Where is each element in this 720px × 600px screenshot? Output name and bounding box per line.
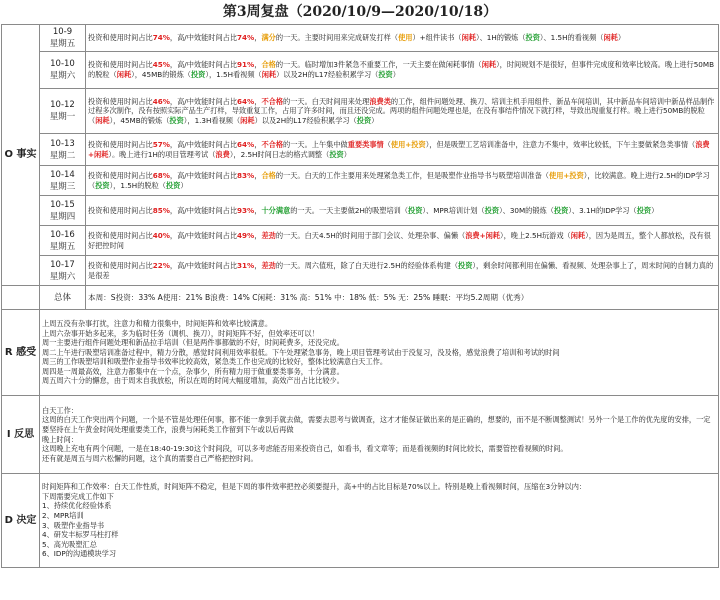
text-line: 晚上时间： — [42, 434, 78, 444]
fact-segment: 31% — [237, 260, 255, 270]
text-line: 上周五没有杂事打扰，注意力和精力很集中，时间矩阵和效率比较满意。 — [42, 318, 273, 328]
fact-segment: 不合格 — [261, 96, 284, 106]
fact-segment: 使用+投资 — [390, 139, 426, 149]
fact-segment: ，高/中效能时间占比 — [169, 60, 238, 70]
fact-segment: 投资 — [356, 115, 372, 125]
fact-segment: 投资 — [525, 33, 540, 43]
fact-segment: 使用 — [398, 33, 413, 43]
fact-content — [86, 196, 719, 226]
fact-segment: 差劲 — [261, 230, 276, 240]
fact-segment: 投资和使用时间占比 — [88, 33, 153, 43]
text-line: 下周需要完成工作如下 — [42, 491, 114, 501]
fact-segment: 45% — [152, 60, 170, 70]
fact-segment: ， — [254, 205, 262, 215]
fact-segment: 74% — [237, 33, 255, 43]
fact-segment: 的一天。主要时间用来完成研发打样（ — [275, 33, 399, 43]
fact-segment: ， — [254, 96, 262, 106]
text-line: 5、高光吸塑汇总 — [42, 539, 97, 549]
text-line: 周三的工作吸塑培训和吸塑作业指导书效率比较高效，紧急类工作也完成的比较好，整体比较满意白天工作。 — [42, 357, 388, 367]
fact-segment: 不合格 — [261, 139, 284, 149]
fact-segment: 投资 — [458, 260, 473, 270]
fact-segment: 40% — [152, 230, 170, 240]
fact-segment: ） — [392, 70, 400, 79]
text-line: 周四是一周最高效，注意力都集中在一个点，杂事少，所有精力用于做重要类事务，十分满意。 — [42, 366, 344, 376]
fact-segment: 的一天。一天主要做2H的吸塑培训（ — [290, 205, 409, 215]
text-line: 还有就是周五与周六松懈的问题，这个真的需要自己严格把控时间。 — [42, 453, 258, 463]
summary-text: 本周：S投资：33% A使用：21% B浪费：14% C闲耗：31% 高：51% 中：18% 低：5% 无：25% 睡眠：平均5.2周期（优秀） — [86, 286, 719, 310]
fact-segment: ），比较满意。晚上进行2.5H的IDP学习（ — [88, 170, 710, 190]
fact-segment: 合格 — [261, 170, 276, 180]
text-line: 4、研发丰标罗马柱打样 — [42, 530, 119, 540]
fact-segment: 91% — [237, 60, 255, 70]
text-line: 这周晚上充电有两个问题，一是在18:40-19:30这个时间段，可以多考虑能否用来投资自己，如看书，看文章等；而是看视频的时间比较长，需要管控看视频的时间。 — [42, 444, 568, 454]
fact-segment: 浪费+闲耗 — [465, 230, 500, 240]
fact-segment: ，高/中效能时间占比 — [169, 33, 238, 43]
fact-row — [2, 25, 719, 52]
fact-segment: ），45MB的锻炼（ — [109, 115, 170, 125]
fact-segment: 投资 — [95, 180, 110, 190]
fact-segment: 64% — [237, 139, 255, 149]
text-line: 时间矩阵和工作效率：白天工作性质，时间矩阵不稳定，但是下周的事件效率把控必须要提升，高+中的占比目标是70%以上。特别是晚上看视频时间，压缩在3分钟以内： — [42, 482, 587, 492]
fact-segment: 83% — [237, 170, 255, 180]
fact-segment: 投资 — [484, 205, 500, 215]
fact-segment: ，高/中效能时间占比 — [169, 170, 238, 180]
fact-segment: 投资 — [378, 70, 393, 79]
text-line: 这周的白天工作突出两个问题，一个是不管是处理任何事，都不能一拿到手就去做，需要去思考与做调查，这才才能保证做出来的是正确的，想要的，而不是不断调整测试！另外一个是工作的优先度的安排，一定要坚持在上午黄金时间处理重要类工作，浪费与闲耗类工作留到下午或以后再做 — [42, 415, 711, 434]
d-row — [2, 474, 719, 568]
fact-segment: 闲耗 — [461, 33, 476, 43]
date-cell: 10-15 星期四 — [40, 196, 86, 226]
fact-segment: ），45MB的锻炼（ — [131, 70, 191, 79]
fact-segment: ），时间规划不是很好，但事件完成度和效率比较高。晚上进行50MB的脱粒（ — [88, 60, 715, 79]
fact-segment: ），但是吸塑工艺培训准备中，注意力不集中，效率比较低，下午主要做紧急类事情（ — [425, 139, 696, 149]
fact-segment: ，高/中效能时间占比 — [169, 96, 238, 106]
fact-segment: 投资 — [553, 205, 569, 215]
fact-segment: ） — [371, 115, 379, 125]
fact-segment: 的一天。上午集中做 — [283, 139, 348, 149]
date-cell: 10-12 星期一 — [40, 89, 86, 134]
fact-row — [2, 52, 719, 89]
fact-segment: 浪费类 — [369, 96, 391, 106]
text-line: 周五周六十分的懈怠，由于周末自我放松，所以在周的时间大幅度增加，高效产出占比比较少。 — [42, 376, 344, 386]
section-label-r: R 感受 — [2, 310, 40, 396]
fact-segment: ）以及2H的L17经验积累学习（ — [276, 70, 379, 79]
fact-segment: ， — [254, 60, 262, 70]
fact-segment: ）以及2H的L17经验积累学习（ — [254, 115, 357, 125]
fact-segment: 的一天。周六值班，除了白天进行2.5H的经验体系构建（ — [275, 260, 459, 270]
fact-segment: ），晚上2.5H玩游戏（ — [499, 230, 571, 240]
fact-segment: 闲耗 — [570, 230, 586, 240]
fact-segment: 差劲 — [261, 260, 276, 270]
text-line: 上周六杂事开始多起来，多为临时任务（调机、换刀），时间矩阵不好，但效率还可以！ — [42, 328, 319, 338]
fact-segment: 投资 — [329, 149, 344, 159]
fact-segment: 的一天。白天的工作主要用来处理紧急类工作，但是吸塑作业指导书与吸塑培训准备（ — [275, 170, 549, 180]
section-label-d: D 决定 — [2, 474, 40, 568]
fact-segment: 85% — [152, 205, 170, 215]
fact-row — [2, 196, 719, 226]
fact-row — [2, 89, 719, 134]
fact-segment: ），1.5H看视频（ — [205, 70, 262, 79]
fact-segment: 49% — [237, 230, 255, 240]
fact-segment: 投资和使用时间占比 — [88, 170, 153, 180]
fact-content — [86, 134, 719, 166]
fact-segment: ） — [617, 33, 626, 43]
fact-segment: 57% — [152, 139, 170, 149]
fact-row — [2, 256, 719, 286]
fact-content — [86, 166, 719, 196]
fact-segment: （ — [383, 139, 391, 149]
fact-segment: 93% — [237, 205, 255, 215]
fact-segment: 投资和使用时间占比 — [88, 60, 153, 70]
fact-segment: ， — [254, 33, 262, 43]
fact-content — [86, 226, 719, 256]
fact-segment: ） — [180, 180, 188, 190]
text-line: 周一主要进行组件问题处理和新品拉手培训（但是两件事都做的不好，时间耗费多，还没完成。 — [42, 338, 344, 348]
fact-segment: 投资和使用时间占比 — [88, 260, 153, 270]
text-line: 白天工作： — [42, 405, 78, 415]
fact-segment: 合格 — [261, 60, 276, 70]
fact-segment: 浪费+闲耗 — [88, 139, 710, 159]
fact-segment: ）。晚上进行1H的项目管理考试（ — [108, 149, 216, 159]
fact-content — [86, 52, 719, 89]
r-content — [40, 310, 719, 396]
fact-segment: ， — [254, 260, 262, 270]
fact-segment: 使用+投资 — [549, 170, 584, 180]
fact-content — [86, 89, 719, 134]
text-line: 周二上午进行吸塑培训准备过程中，精力分散，感觉时间利用效率很低。下午处理紧急事务，晚上项目管理考试由于没复习，没及格，感觉浪费了培训和考试的时间 — [42, 347, 560, 357]
fact-segment: ）、3.1H的IDP学习（ — [568, 205, 637, 215]
fact-segment: ，高/中效能时间占比 — [169, 230, 238, 240]
fact-segment: 浪费 — [215, 149, 230, 159]
fact-segment: 闲耗 — [481, 60, 497, 70]
fact-segment: ） — [651, 205, 659, 215]
d-content — [40, 474, 719, 568]
fact-segment: 的一天。白天4.5H的时间用于部门会议、处理杂事、偏懒（ — [275, 230, 466, 240]
text-line: 1、持续优化经验体系 — [42, 501, 112, 511]
fact-segment: ， — [254, 170, 262, 180]
fact-segment: 闲耗 — [116, 70, 132, 79]
fact-segment: ），因为是周五，整个人都放松，没有很好把控时间 — [88, 230, 711, 250]
fact-segment: 投资 — [408, 205, 423, 215]
fact-segment: ）、1H的锻炼（ — [476, 33, 526, 43]
summary-label: 总体 — [40, 286, 86, 310]
fact-segment: 46% — [152, 96, 170, 106]
section-label-i: I 反思 — [2, 396, 40, 474]
page-title: 第3周复盘（2020/10/9—2020/10/18） — [222, 4, 498, 20]
date-cell: 10-17 星期六 — [40, 256, 86, 286]
fact-segment: ， — [254, 230, 262, 240]
fact-segment: 64% — [237, 96, 255, 106]
fact-segment: ，高/中效能时间占比 — [169, 260, 238, 270]
text-line: 6、IDP的沟通模块学习 — [42, 549, 117, 559]
i-content — [40, 396, 719, 474]
fact-segment: ）+组件读书（ — [412, 33, 462, 43]
review-table — [1, 24, 719, 568]
fact-segment: ，高/中效能时间占比 — [169, 205, 238, 215]
fact-segment: ） — [343, 149, 351, 159]
fact-segment: 74% — [152, 33, 170, 43]
fact-segment: 闲耗 — [603, 33, 618, 43]
fact-row — [2, 134, 719, 166]
fact-segment: 投资 — [165, 180, 181, 190]
fact-segment: 投资和使用时间占比 — [88, 139, 153, 149]
fact-segment: 的一天。临时增加3件紧急不重要工作，一天主要在做闲耗事情（ — [275, 60, 482, 70]
fact-segment: 投资 — [190, 70, 206, 79]
i-row — [2, 396, 719, 474]
fact-segment: 闲耗 — [95, 115, 110, 125]
fact-segment: 闲耗 — [240, 115, 255, 125]
fact-row — [2, 226, 719, 256]
fact-segment: 68% — [152, 170, 170, 180]
fact-segment: 22% — [152, 260, 170, 270]
fact-segment: ， — [254, 139, 262, 149]
text-line: 2、MPR培训 — [42, 510, 84, 520]
fact-segment: ），剩余时间都利用在偏懒、看视频、处理杂事上了，周末时间的自制力真的是很差 — [88, 260, 714, 280]
fact-segment: 满分 — [261, 33, 276, 43]
fact-segment: 重要类事情 — [347, 139, 384, 149]
r-row — [2, 310, 719, 396]
fact-segment: ）、MPR培训计划（ — [422, 205, 485, 215]
fact-segment: ），1.5H的脱粒（ — [109, 180, 166, 190]
fact-segment: ）、30M的锻炼（ — [499, 205, 554, 215]
date-cell: 10-10 星期六 — [40, 52, 86, 89]
fact-segment: 投资和使用时间占比 — [88, 96, 153, 106]
fact-segment: ），1.3H看视频（ — [183, 115, 241, 125]
fact-segment: 投资 — [636, 205, 652, 215]
fact-segment: ，高/中效能时间占比 — [169, 139, 238, 149]
fact-segment: 的工作，组件问题处理、换刀、培训主机手用组件、新品车间培训，其中新品车间培训中新品样品制作过程多次制作，没有按照实际产品生产打样，导致重复工作，占用了许多时间，而且还没完成。两项的组件问题处理也是，在没有事结件情况下就打样，导致出现重复打样。晚上进行50MB的脱粒（ — [88, 96, 715, 125]
date-cell: 10-9 星期五 — [40, 25, 86, 52]
fact-segment: 投资和使用时间占比 — [88, 230, 153, 240]
fact-segment: 投资 — [169, 115, 184, 125]
summary-row — [2, 286, 719, 310]
fact-segment: 的一天。白天时间用来处理 — [283, 96, 370, 106]
fact-content — [86, 256, 719, 286]
date-cell: 10-14 星期三 — [40, 166, 86, 196]
fact-segment: 闲耗 — [261, 70, 277, 79]
fact-segment: 投资和使用时间占比 — [88, 205, 153, 215]
section-label-o: O 事实 — [2, 25, 40, 286]
text-line: 3、吸塑作业指导书 — [42, 520, 105, 530]
date-cell: 10-13 星期二 — [40, 134, 86, 166]
fact-segment: 十分满意 — [261, 205, 291, 215]
fact-row — [2, 166, 719, 196]
fact-content — [86, 25, 719, 52]
date-cell: 10-16 星期五 — [40, 226, 86, 256]
fact-segment: ）、1.5H的看视频（ — [539, 33, 604, 43]
fact-segment: ），2.5H时间日志的格式调整（ — [229, 149, 330, 159]
